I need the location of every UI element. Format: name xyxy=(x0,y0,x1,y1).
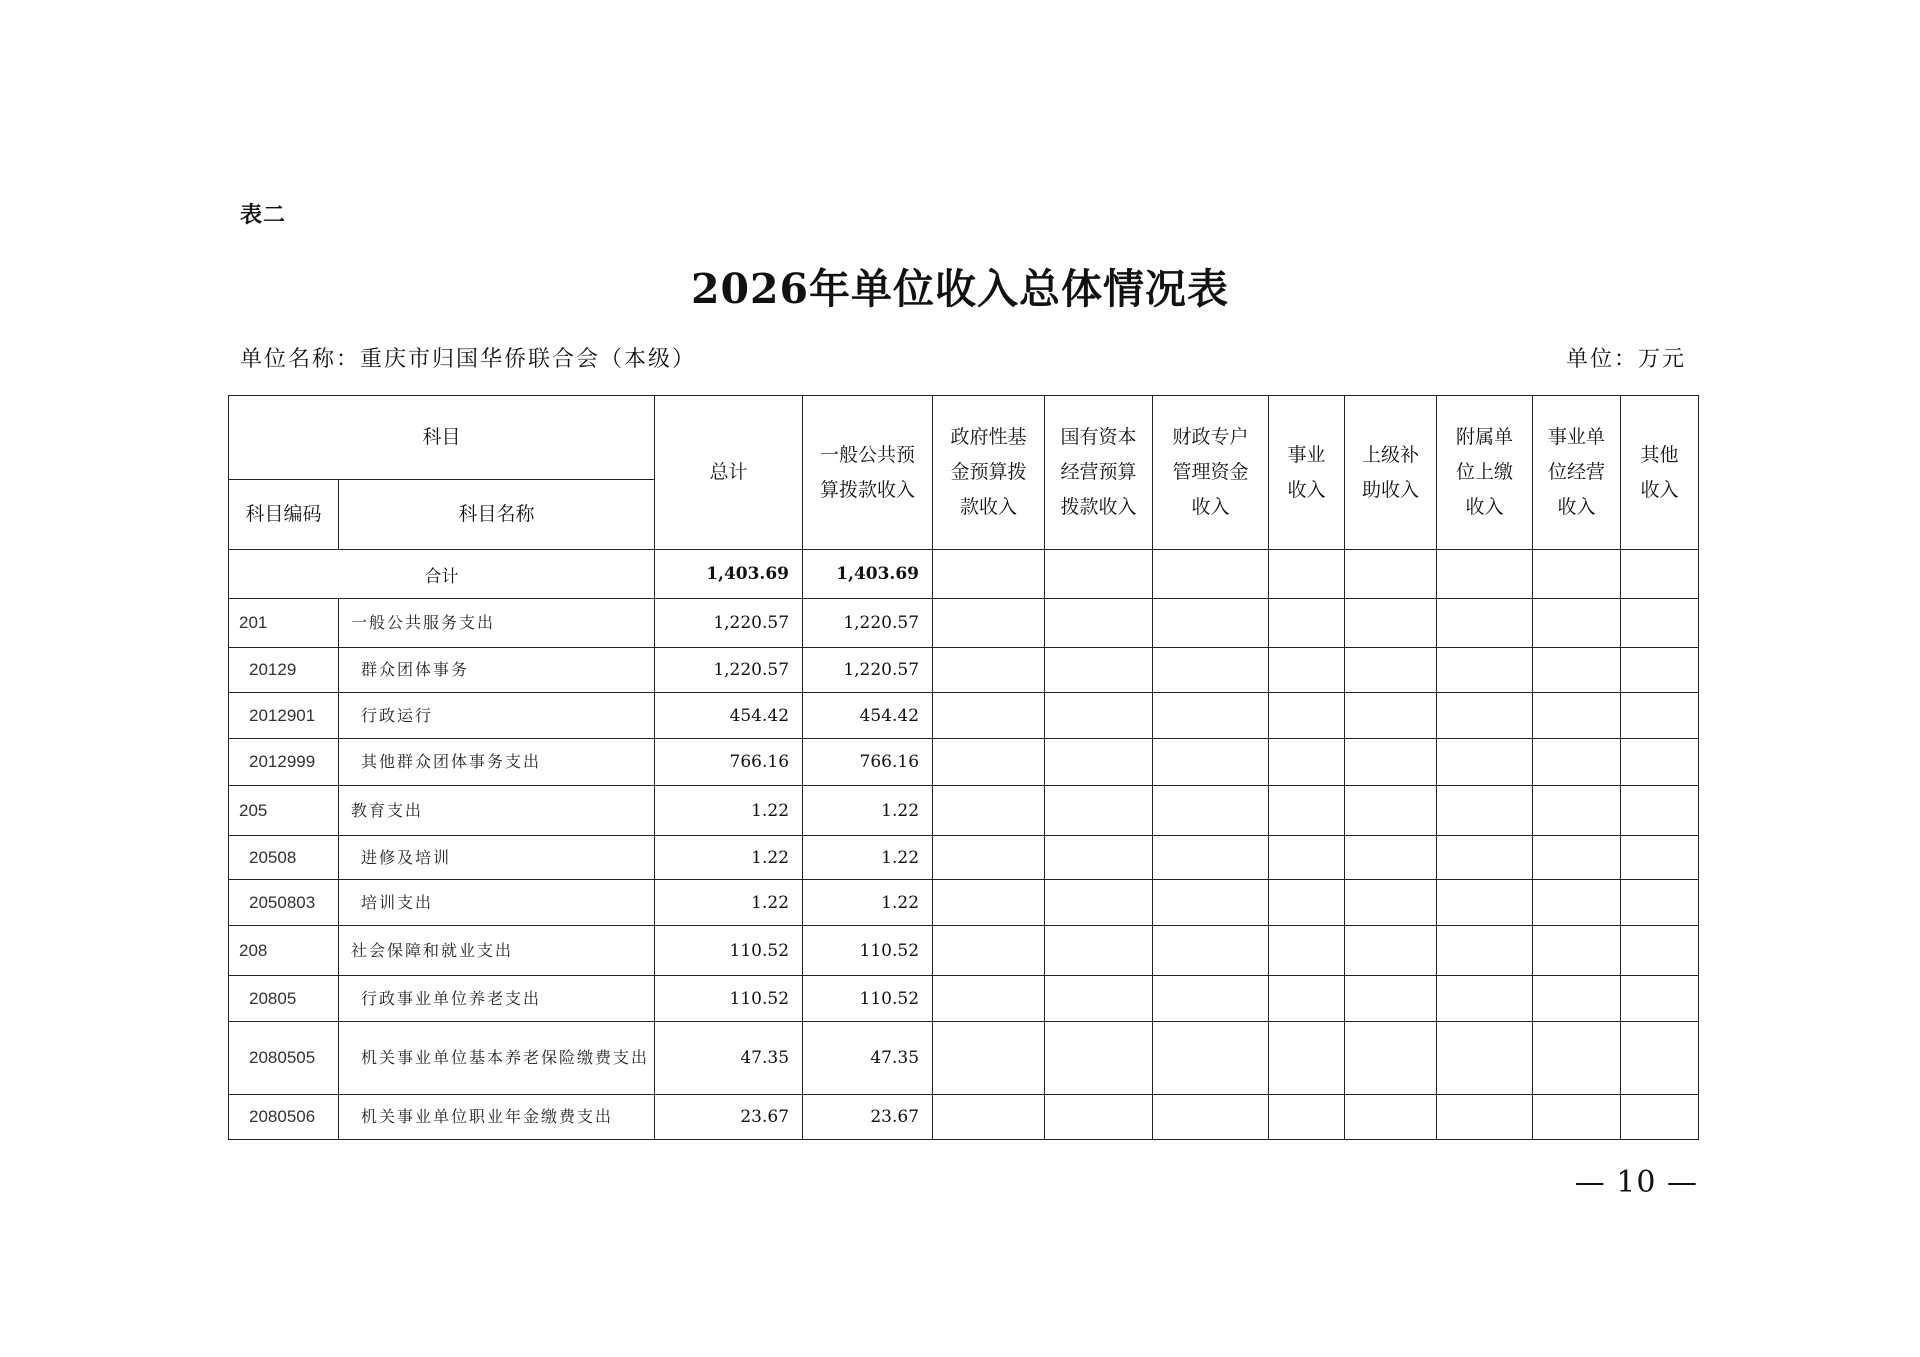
empty-cell xyxy=(933,648,1045,693)
empty-cell xyxy=(1153,836,1269,880)
empty-cell xyxy=(1533,880,1621,926)
column-header-other-income xyxy=(1621,396,1699,550)
subject-code-cell: 20805 xyxy=(229,976,339,1022)
column-header-label: 收入 xyxy=(1465,496,1504,518)
total-value: 1.22 xyxy=(655,836,803,880)
subject-code-cell: 2012999 xyxy=(229,739,339,786)
empty-cell xyxy=(1045,693,1153,739)
column-header-label: 金预算拨 xyxy=(950,461,1027,483)
empty-cell xyxy=(1533,926,1621,976)
column-header-label: 事业 xyxy=(1287,443,1326,466)
subject-name-cell: 培训支出 xyxy=(339,880,655,926)
income-table xyxy=(228,395,1699,1140)
total-value: 110.52 xyxy=(655,926,803,976)
subject-code-cell: 205 xyxy=(229,786,339,836)
total-value: 766.16 xyxy=(655,739,803,786)
empty-cell xyxy=(1621,599,1699,648)
total-label: 合计 xyxy=(229,550,655,599)
empty-cell xyxy=(1533,693,1621,739)
empty-cell xyxy=(1621,976,1699,1022)
empty-cell xyxy=(1437,926,1533,976)
empty-cell xyxy=(1621,836,1699,880)
empty-cell xyxy=(933,693,1045,739)
subject-code-cell: 2012901 xyxy=(229,693,339,739)
empty-cell xyxy=(1345,836,1437,880)
column-header-label: 上级补 xyxy=(1362,443,1420,466)
column-header-special-account xyxy=(1153,396,1269,550)
empty-cell xyxy=(1153,739,1269,786)
empty-cell xyxy=(1437,739,1533,786)
column-header-affiliated-remit xyxy=(1437,396,1533,550)
empty-cell xyxy=(1269,1022,1345,1095)
subject-code-cell: 2080505 xyxy=(229,1022,339,1095)
empty-cell xyxy=(933,836,1045,880)
empty-cell xyxy=(1045,648,1153,693)
general-budget-value: 1,220.57 xyxy=(803,648,933,693)
empty-cell xyxy=(1045,739,1153,786)
empty-cell xyxy=(1153,1022,1269,1095)
empty-cell xyxy=(933,550,1045,599)
total-value: 1,220.57 xyxy=(655,599,803,648)
table-row xyxy=(229,976,1699,1022)
empty-cell xyxy=(1345,550,1437,599)
empty-cell xyxy=(1345,976,1437,1022)
column-header-label: 收入 xyxy=(1287,478,1326,501)
subject-name-cell: 其他群众团体事务支出 xyxy=(339,739,655,786)
empty-cell xyxy=(1533,1095,1621,1140)
empty-cell xyxy=(1345,648,1437,693)
column-header-business-income xyxy=(1269,396,1345,550)
empty-cell xyxy=(1621,786,1699,836)
empty-cell xyxy=(1045,786,1153,836)
total-row xyxy=(229,550,1699,599)
empty-cell xyxy=(933,926,1045,976)
page-title: 2026年单位收入总体情况表 xyxy=(690,265,1230,313)
table-body xyxy=(229,550,1699,1140)
empty-cell xyxy=(1045,880,1153,926)
empty-cell xyxy=(1437,550,1533,599)
column-header-label: 款收入 xyxy=(960,496,1018,518)
empty-cell xyxy=(1437,786,1533,836)
subject-name-cell: 社会保障和就业支出 xyxy=(339,926,655,976)
column-header-label: 位经营 xyxy=(1548,461,1606,483)
total-value: 47.35 xyxy=(655,1022,803,1095)
empty-cell xyxy=(1269,926,1345,976)
general-budget-value: 1.22 xyxy=(803,880,933,926)
column-header-total xyxy=(655,396,803,550)
general-budget-value: 23.67 xyxy=(803,1095,933,1140)
general-budget-value: 1,220.57 xyxy=(803,599,933,648)
empty-cell xyxy=(1533,836,1621,880)
subject-code-cell: 201 xyxy=(229,599,339,648)
empty-cell xyxy=(1045,836,1153,880)
empty-cell xyxy=(1533,550,1621,599)
empty-cell xyxy=(1045,1022,1153,1095)
subject-code-cell: 2080506 xyxy=(229,1095,339,1140)
column-header-label: 政府性基 xyxy=(950,426,1027,448)
empty-cell xyxy=(933,976,1045,1022)
general-budget-value: 766.16 xyxy=(803,739,933,786)
empty-cell xyxy=(1345,599,1437,648)
empty-cell xyxy=(1533,648,1621,693)
empty-cell xyxy=(1045,926,1153,976)
empty-cell xyxy=(933,880,1045,926)
column-header-label: 经营预算 xyxy=(1060,461,1137,483)
empty-cell xyxy=(933,739,1045,786)
subject-name-cell: 一般公共服务支出 xyxy=(339,599,655,648)
empty-cell xyxy=(933,599,1045,648)
empty-cell xyxy=(1621,1095,1699,1140)
empty-cell xyxy=(1153,693,1269,739)
empty-cell xyxy=(1269,599,1345,648)
column-header-label: 收入 xyxy=(1640,478,1679,501)
column-header-label: 收入 xyxy=(1191,496,1230,518)
empty-cell xyxy=(1269,880,1345,926)
general-budget-value: 1.22 xyxy=(803,836,933,880)
column-header-label: 拨款收入 xyxy=(1060,496,1137,518)
empty-cell xyxy=(1533,1022,1621,1095)
empty-cell xyxy=(1621,880,1699,926)
empty-cell xyxy=(1269,1095,1345,1140)
column-header-state-capital xyxy=(1045,396,1153,550)
column-header-label: 财政专户 xyxy=(1172,426,1249,448)
subject-code-cell: 2050803 xyxy=(229,880,339,926)
empty-cell xyxy=(1533,599,1621,648)
empty-cell xyxy=(1437,599,1533,648)
column-header-superior-subsidy xyxy=(1345,396,1437,550)
empty-cell xyxy=(1345,880,1437,926)
empty-cell xyxy=(1269,836,1345,880)
empty-cell xyxy=(1269,976,1345,1022)
empty-cell xyxy=(1621,739,1699,786)
subject-name-cell: 机关事业单位职业年金缴费支出 xyxy=(339,1095,655,1140)
column-header-label: 管理资金 xyxy=(1172,461,1249,483)
subject-name-cell: 行政事业单位养老支出 xyxy=(339,976,655,1022)
general-budget-value: 454.42 xyxy=(803,693,933,739)
table-row xyxy=(229,786,1699,836)
general-budget-value: 47.35 xyxy=(803,1022,933,1095)
empty-cell xyxy=(1045,599,1153,648)
empty-cell xyxy=(1621,648,1699,693)
empty-cell xyxy=(1153,926,1269,976)
table-row xyxy=(229,739,1699,786)
subject-name-header: 科目名称 xyxy=(339,480,655,550)
empty-cell xyxy=(1437,976,1533,1022)
empty-cell xyxy=(1533,976,1621,1022)
empty-cell xyxy=(1153,976,1269,1022)
subject-code-cell: 208 xyxy=(229,926,339,976)
table-row xyxy=(229,599,1699,648)
empty-cell xyxy=(1437,1095,1533,1140)
column-header-operating-income xyxy=(1533,396,1621,550)
empty-cell xyxy=(1437,880,1533,926)
column-header-general-budget xyxy=(803,396,933,550)
empty-cell xyxy=(1045,976,1153,1022)
column-header-label: 助收入 xyxy=(1362,478,1420,501)
empty-cell xyxy=(1269,550,1345,599)
empty-cell xyxy=(933,786,1045,836)
column-header-label: 位上缴 xyxy=(1456,461,1514,483)
empty-cell xyxy=(1533,739,1621,786)
total-value: 1,220.57 xyxy=(655,648,803,693)
empty-cell xyxy=(933,1022,1045,1095)
column-header-label: 附属单 xyxy=(1456,426,1514,448)
empty-cell xyxy=(1269,739,1345,786)
empty-cell xyxy=(1269,648,1345,693)
empty-cell xyxy=(1533,786,1621,836)
subject-name-cell: 行政运行 xyxy=(339,693,655,739)
unit-label: 单位：万元 xyxy=(1565,347,1686,372)
subject-name-cell: 教育支出 xyxy=(339,786,655,836)
empty-cell xyxy=(1621,1022,1699,1095)
general-budget-value: 1.22 xyxy=(803,786,933,836)
column-header-label: 收入 xyxy=(1557,496,1596,518)
column-header-label: 其他 xyxy=(1640,443,1679,466)
empty-cell xyxy=(1345,739,1437,786)
empty-cell xyxy=(1153,1095,1269,1140)
subject-code-cell: 20129 xyxy=(229,648,339,693)
empty-cell xyxy=(933,1095,1045,1140)
subject-name-cell: 进修及培训 xyxy=(339,836,655,880)
table-row xyxy=(229,1095,1699,1140)
total-value: 454.42 xyxy=(655,693,803,739)
subject-name-cell: 群众团体事务 xyxy=(339,648,655,693)
empty-cell xyxy=(1345,1095,1437,1140)
general-budget-value: 110.52 xyxy=(803,976,933,1022)
subject-header: 科目 xyxy=(229,396,655,480)
empty-cell xyxy=(1621,926,1699,976)
empty-cell xyxy=(1153,786,1269,836)
empty-cell xyxy=(1345,786,1437,836)
table-row xyxy=(229,693,1699,739)
subject-code-header: 科目编码 xyxy=(229,480,339,550)
empty-cell xyxy=(1153,880,1269,926)
empty-cell xyxy=(1621,550,1699,599)
empty-cell xyxy=(1153,550,1269,599)
empty-cell xyxy=(1345,926,1437,976)
empty-cell xyxy=(1153,599,1269,648)
empty-cell xyxy=(1045,1095,1153,1140)
total-value: 110.52 xyxy=(655,976,803,1022)
total-value: 1.22 xyxy=(655,786,803,836)
table-row xyxy=(229,648,1699,693)
table-row xyxy=(229,836,1699,880)
column-header-label: 算拨款收入 xyxy=(820,478,916,501)
empty-cell xyxy=(1621,693,1699,739)
empty-cell xyxy=(1437,836,1533,880)
empty-cell xyxy=(1437,1022,1533,1095)
table-row xyxy=(229,1022,1699,1095)
column-header-label: 总计 xyxy=(709,461,748,483)
total-value: 1,403.69 xyxy=(655,550,803,599)
general-budget-value: 1,403.69 xyxy=(803,550,933,599)
empty-cell xyxy=(1153,648,1269,693)
empty-cell xyxy=(1437,648,1533,693)
column-header-label: 国有资本 xyxy=(1060,426,1137,448)
subject-name-cell: 机关事业单位基本养老保险缴费支出 xyxy=(339,1022,655,1095)
table-row xyxy=(229,880,1699,926)
total-value: 1.22 xyxy=(655,880,803,926)
table-header xyxy=(229,396,1699,550)
empty-cell xyxy=(1437,693,1533,739)
subject-code-cell: 20508 xyxy=(229,836,339,880)
table-label: 表二 xyxy=(240,203,287,228)
empty-cell xyxy=(1345,693,1437,739)
column-header-label: 一般公共预 xyxy=(820,443,916,466)
unit-name: 单位名称：重庆市归国华侨联合会（本级） xyxy=(240,347,697,372)
page-number: — 10 — xyxy=(1574,1165,1698,1200)
general-budget-value: 110.52 xyxy=(803,926,933,976)
empty-cell xyxy=(1045,550,1153,599)
column-header-gov-fund xyxy=(933,396,1045,550)
empty-cell xyxy=(1269,786,1345,836)
total-value: 23.67 xyxy=(655,1095,803,1140)
table-row xyxy=(229,926,1699,976)
column-header-label: 事业单 xyxy=(1548,426,1606,448)
empty-cell xyxy=(1269,693,1345,739)
empty-cell xyxy=(1345,1022,1437,1095)
